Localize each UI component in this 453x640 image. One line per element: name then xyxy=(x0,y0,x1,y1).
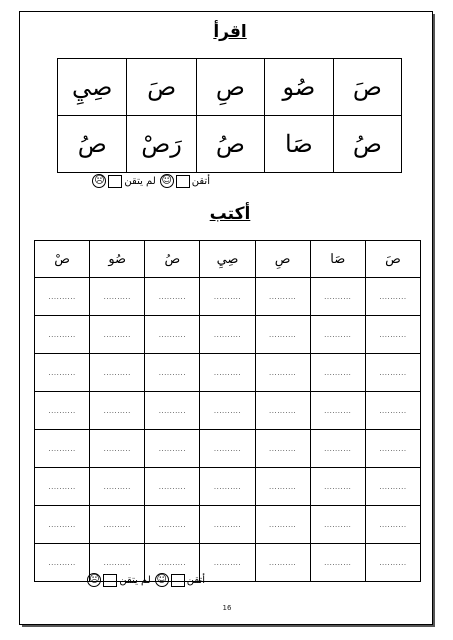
mastered-checkbox[interactable] xyxy=(176,175,190,188)
write-section-title: أكتب xyxy=(209,204,251,224)
not-mastered-checkbox[interactable] xyxy=(108,175,122,188)
write-cell[interactable]: .......... xyxy=(145,506,200,544)
mastered-label: أتقن xyxy=(191,175,210,187)
write-cell[interactable]: .......... xyxy=(255,468,310,506)
read-grid xyxy=(57,58,402,173)
write-cell[interactable]: .......... xyxy=(365,506,420,544)
mastered-option[interactable] xyxy=(155,573,205,587)
read-cell: صُو xyxy=(265,59,334,116)
write-cell[interactable]: .......... xyxy=(90,430,145,468)
write-cell[interactable]: .......... xyxy=(145,278,200,316)
write-cell[interactable]: .......... xyxy=(35,392,90,430)
write-cell[interactable]: .......... xyxy=(310,544,365,582)
write-cell[interactable]: .......... xyxy=(310,430,365,468)
write-cell[interactable]: .......... xyxy=(310,392,365,430)
write-cell[interactable]: .......... xyxy=(310,316,365,354)
read-section-title: اقرأ xyxy=(213,22,247,42)
write-cell[interactable]: .......... xyxy=(255,354,310,392)
write-cell[interactable]: .......... xyxy=(200,392,255,430)
write-cell[interactable]: .......... xyxy=(35,316,90,354)
read-cell: صَا xyxy=(265,116,334,173)
read-cell: صُ xyxy=(333,116,401,173)
read-grid-row xyxy=(58,116,402,173)
write-cell[interactable]: .......... xyxy=(145,544,200,582)
read-cell: صِ xyxy=(196,59,264,116)
write-cell[interactable]: .......... xyxy=(365,544,420,582)
write-header-cell: صُو xyxy=(90,241,145,278)
mastered-checkbox[interactable] xyxy=(171,574,185,587)
write-cell[interactable]: .......... xyxy=(310,468,365,506)
write-cell[interactable]: .......... xyxy=(255,392,310,430)
write-cell[interactable]: .......... xyxy=(90,392,145,430)
happy-face-icon: ☺ xyxy=(161,175,172,186)
write-cell[interactable]: .......... xyxy=(145,468,200,506)
not-mastered-option[interactable] xyxy=(87,573,150,587)
write-grid xyxy=(34,240,421,582)
not-mastered-option[interactable] xyxy=(92,174,155,188)
write-cell[interactable]: .......... xyxy=(255,506,310,544)
write-cell[interactable]: .......... xyxy=(145,392,200,430)
write-cell[interactable]: .......... xyxy=(35,468,90,506)
happy-face-icon: ☺ xyxy=(156,574,167,585)
write-cell[interactable]: .......... xyxy=(35,278,90,316)
sad-face-icon: ☹ xyxy=(89,574,100,585)
write-header-cell: صَا xyxy=(310,241,365,278)
write-cell[interactable]: .......... xyxy=(35,430,90,468)
write-cell[interactable]: .......... xyxy=(145,430,200,468)
write-cell[interactable]: .......... xyxy=(200,316,255,354)
write-cell[interactable]: .......... xyxy=(310,278,365,316)
write-grid-row xyxy=(35,316,421,354)
read-cell: صِيِ xyxy=(58,59,127,116)
write-cell[interactable]: .......... xyxy=(255,430,310,468)
write-cell[interactable]: .......... xyxy=(200,506,255,544)
write-header-cell: صِ xyxy=(255,241,310,278)
write-cell[interactable]: .......... xyxy=(365,278,420,316)
write-grid-header-row xyxy=(35,241,421,278)
write-cell[interactable]: .......... xyxy=(90,468,145,506)
read-cell: صَ xyxy=(127,59,196,116)
read-cell: صُ xyxy=(196,116,264,173)
write-cell[interactable]: .......... xyxy=(310,506,365,544)
write-cell[interactable]: .......... xyxy=(200,544,255,582)
write-cell[interactable]: .......... xyxy=(365,392,420,430)
write-header-cell: صَ xyxy=(365,241,420,278)
write-cell[interactable]: .......... xyxy=(200,430,255,468)
write-grid-row xyxy=(35,392,421,430)
not-mastered-label: لم يتقن xyxy=(124,175,156,187)
mastered-option[interactable] xyxy=(160,174,210,188)
write-header-cell: صِيِ xyxy=(200,241,255,278)
write-cell[interactable]: .......... xyxy=(35,544,90,582)
write-cell[interactable]: .......... xyxy=(365,316,420,354)
write-cell[interactable]: .......... xyxy=(35,506,90,544)
write-header-cell: صْ xyxy=(35,241,90,278)
write-cell[interactable]: .......... xyxy=(90,544,145,582)
write-cell[interactable]: .......... xyxy=(255,278,310,316)
write-header-cell: صُ xyxy=(145,241,200,278)
self-evaluation-read xyxy=(60,174,210,188)
write-cell[interactable]: .......... xyxy=(365,430,420,468)
write-cell[interactable]: .......... xyxy=(145,354,200,392)
read-cell: صُ xyxy=(58,116,127,173)
write-cell[interactable]: .......... xyxy=(200,468,255,506)
read-cell: صَ xyxy=(333,59,401,116)
write-cell[interactable]: .......... xyxy=(310,354,365,392)
write-grid-row xyxy=(35,430,421,468)
read-cell: رَصْ xyxy=(127,116,196,173)
sad-face-icon: ☹ xyxy=(94,175,105,186)
not-mastered-checkbox[interactable] xyxy=(103,574,117,587)
mastered-label: أتقن xyxy=(186,574,205,586)
write-cell[interactable]: .......... xyxy=(90,354,145,392)
write-cell[interactable]: .......... xyxy=(200,354,255,392)
not-mastered-label: لم يتقن xyxy=(119,574,151,586)
write-cell[interactable]: .......... xyxy=(90,278,145,316)
write-cell[interactable]: .......... xyxy=(255,316,310,354)
write-cell[interactable]: .......... xyxy=(200,278,255,316)
write-grid-row xyxy=(35,506,421,544)
write-grid-row xyxy=(35,278,421,316)
write-grid-row xyxy=(35,468,421,506)
write-cell[interactable]: .......... xyxy=(255,544,310,582)
write-cell[interactable]: .......... xyxy=(365,468,420,506)
page-number: 16 xyxy=(222,604,232,612)
write-cell[interactable]: .......... xyxy=(35,354,90,392)
write-cell[interactable]: .......... xyxy=(145,316,200,354)
write-grid-row xyxy=(35,354,421,392)
write-cell[interactable]: .......... xyxy=(90,506,145,544)
self-evaluation-write xyxy=(55,573,205,587)
read-grid-row xyxy=(58,59,402,116)
write-cell[interactable]: .......... xyxy=(90,316,145,354)
write-cell[interactable]: .......... xyxy=(365,354,420,392)
